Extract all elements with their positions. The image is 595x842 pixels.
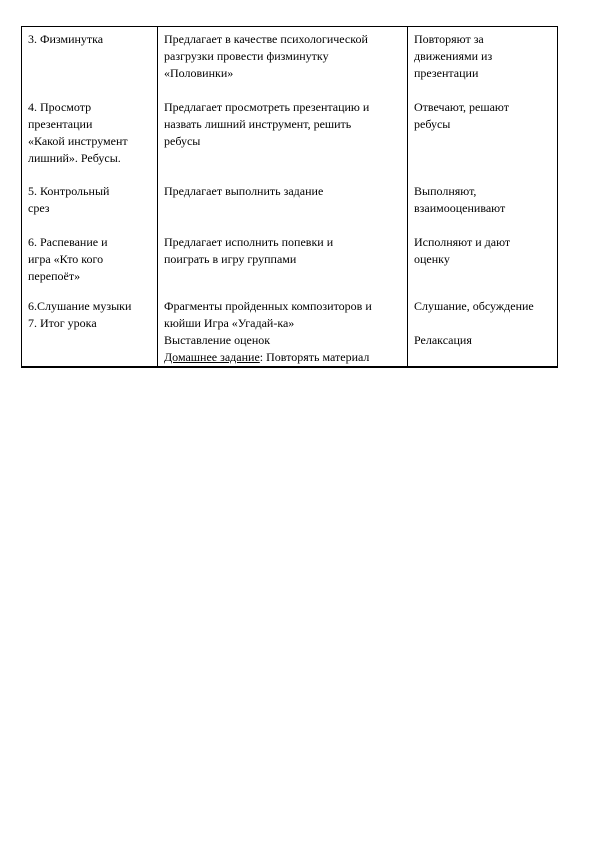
teacher-text: Предлагает исполнить попевки и	[164, 235, 334, 249]
student-text: Выполняют,	[414, 184, 477, 198]
teacher-text: Предлагает выполнить задание	[164, 184, 324, 198]
table-row	[22, 27, 558, 96]
table-row	[22, 294, 558, 367]
student-activity-cell	[408, 27, 558, 96]
student-text: Слушание, обсуждение	[414, 299, 534, 313]
student-text: движениями из	[414, 49, 493, 63]
lesson-plan-table	[21, 26, 558, 368]
student-text: Отвечают, решают	[414, 100, 509, 114]
teacher-text: Выставление оценок	[164, 333, 271, 347]
stage-text: «Какой инструмент	[28, 134, 128, 148]
teacher-activity-cell	[158, 95, 408, 179]
student-text: оценку	[414, 252, 450, 266]
teacher-text: ребусы	[164, 134, 201, 148]
teacher-text: разгрузки провести физминутку	[164, 49, 329, 63]
stage-cell	[22, 179, 158, 230]
stage-cell	[22, 95, 158, 179]
student-activity-cell	[408, 179, 558, 230]
stage-text: срез	[28, 201, 50, 215]
table-row	[22, 230, 558, 294]
stage-text: 6. Распевание и	[28, 235, 108, 249]
stage-text: 6.Слушание музыки	[28, 299, 132, 313]
homework-text: : Повторять материал	[259, 350, 370, 364]
student-text: Исполняют и дают	[414, 235, 511, 249]
teacher-text: «Половинки»	[164, 66, 234, 80]
teacher-text: Фрагменты пройденных композиторов и	[164, 299, 372, 313]
table-row	[22, 95, 558, 179]
table-row	[22, 179, 558, 230]
stage-text: игра «Кто кого	[28, 252, 104, 266]
student-activity-cell	[408, 294, 558, 367]
student-text: презентации	[414, 66, 479, 80]
teacher-activity-cell	[158, 230, 408, 294]
teacher-activity-cell	[158, 27, 408, 96]
teacher-text: Предлагает в качестве психологической	[164, 32, 368, 46]
teacher-text: Предлагает просмотреть презентацию и	[164, 100, 370, 114]
student-activity-cell	[408, 230, 558, 294]
teacher-text: кюйши Игра «Угадай-ка»	[164, 316, 295, 330]
stage-text: 3. Физминутка	[28, 32, 104, 46]
teacher-text: поиграть в игру группами	[164, 252, 297, 266]
stage-text: 4. Просмотр	[28, 100, 92, 114]
homework-line	[164, 349, 403, 366]
stage-text: 7. Итог урока	[28, 316, 97, 330]
teacher-text: назвать лишний инструмент, решить	[164, 117, 352, 131]
stage-cell	[22, 27, 158, 96]
spacer	[414, 315, 553, 332]
stage-cell	[22, 294, 158, 367]
homework-label: Домашнее задание	[164, 350, 260, 364]
student-text: ребусы	[414, 117, 451, 131]
stage-cell	[22, 230, 158, 294]
teacher-activity-cell	[158, 179, 408, 230]
student-text: Релаксация	[414, 333, 472, 347]
student-text: Повторяют за	[414, 32, 484, 46]
student-text: взаимооценивают	[414, 201, 506, 215]
stage-text: лишний». Ребусы.	[28, 151, 121, 165]
stage-text: презентации	[28, 117, 93, 131]
stage-text: перепоёт»	[28, 269, 81, 283]
stage-text: 5. Контрольный	[28, 184, 110, 198]
teacher-activity-cell	[158, 294, 408, 367]
student-activity-cell	[408, 95, 558, 179]
